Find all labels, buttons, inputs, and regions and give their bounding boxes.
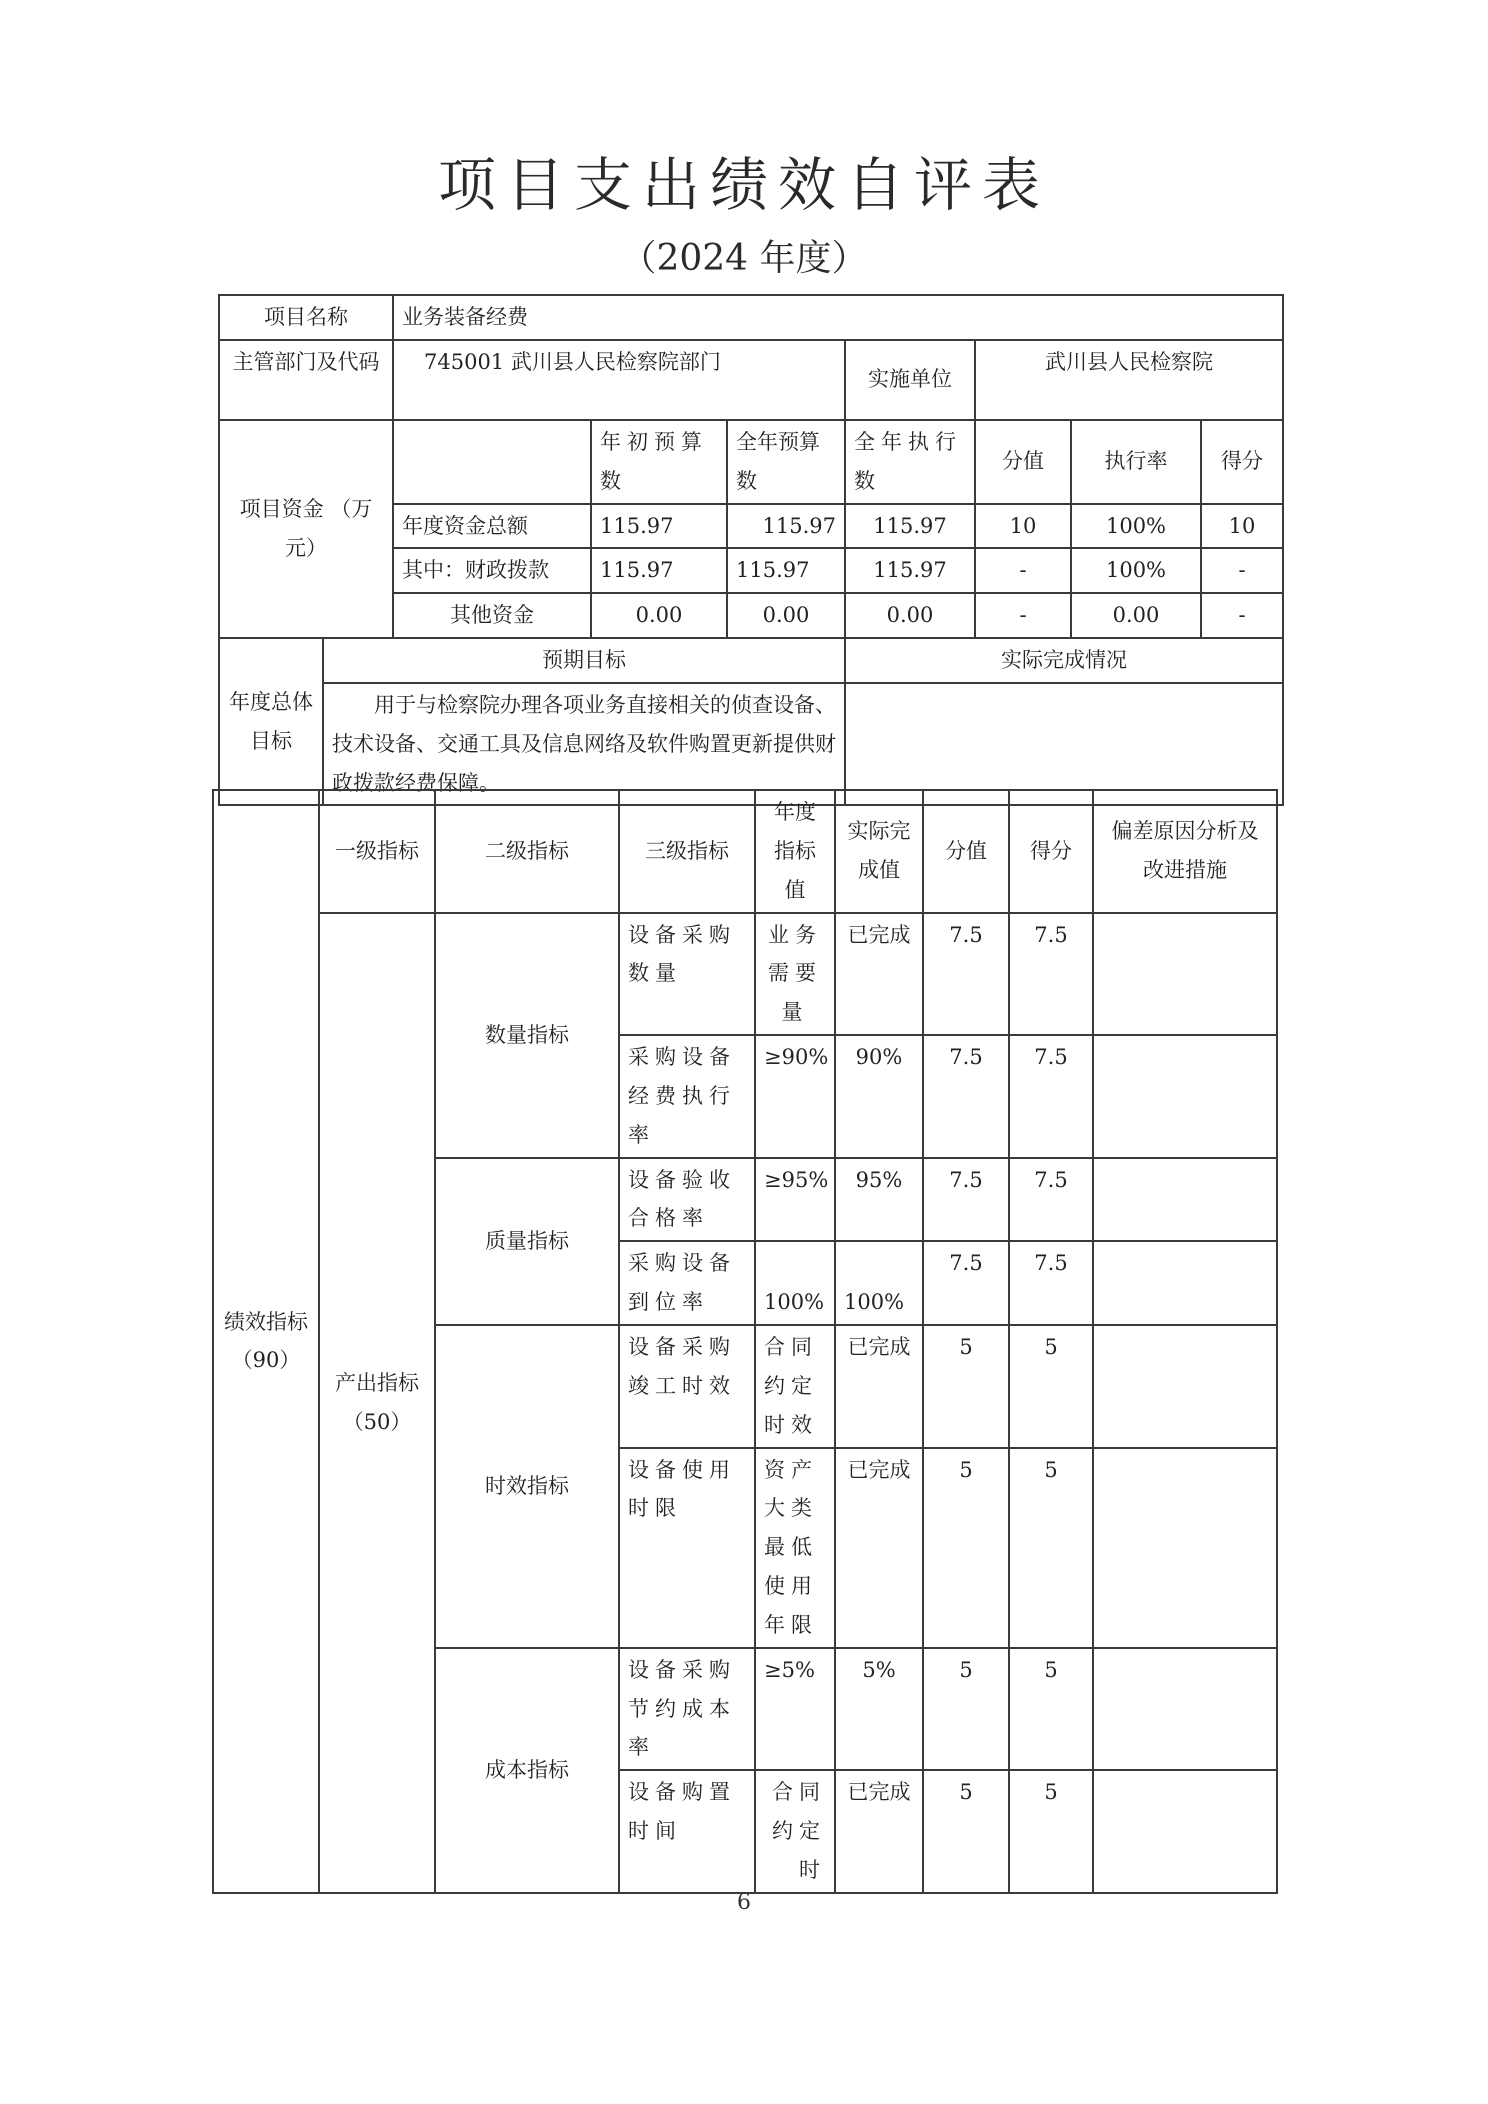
dept-label: 主管部门及代码 [219, 340, 393, 420]
score-cell: 7.5 [923, 1035, 1009, 1158]
got-cell: 5 [1009, 1325, 1093, 1448]
indicators-label: 绩效指标（90） [213, 790, 319, 1893]
got-cell: 5 [1009, 1648, 1093, 1771]
score-cell: 7.5 [923, 1158, 1009, 1242]
funds-row-total-executed: 115.97 [845, 504, 975, 549]
score-cell: 5 [923, 1448, 1009, 1648]
project-name-value: 业务装备经费 [393, 295, 1283, 340]
funds-row-other-rate: 0.00 [1071, 593, 1201, 638]
indicators-header-score: 分值 [923, 790, 1009, 913]
level3-cell: 设备采购数量 [619, 913, 755, 1036]
funds-row-other-label: 其他资金 [393, 593, 591, 638]
funds-row-other-initial: 0.00 [591, 593, 727, 638]
note-cell [1093, 1241, 1277, 1325]
target-cell: ≥5% [755, 1648, 835, 1771]
level2-quality: 质量指标 [435, 1158, 619, 1325]
level2-cost: 成本指标 [435, 1648, 619, 1893]
note-cell [1093, 913, 1277, 1036]
project-name-label: 项目名称 [219, 295, 393, 340]
funds-row-fiscal-rate: 100% [1071, 548, 1201, 593]
funds-label: 项目资金 （万元） [219, 420, 393, 638]
project-info-table [218, 294, 1284, 806]
funds-row-fiscal-executed: 115.97 [845, 548, 975, 593]
indicators-header-got: 得分 [1009, 790, 1093, 913]
funds-row-total-annual: 115.97 [727, 504, 845, 549]
actual-cell: 5% [835, 1648, 923, 1771]
dept-value: 745001 武川县人民检察院部门 [393, 340, 845, 420]
got-cell: 7.5 [1009, 913, 1093, 1036]
funds-row-total-initial: 115.97 [591, 504, 727, 549]
got-cell: 7.5 [1009, 1035, 1093, 1158]
funds-row-total-got: 10 [1201, 504, 1283, 549]
actual-cell: 100% [835, 1241, 923, 1325]
funds-row-other-annual: 0.00 [727, 593, 845, 638]
goal-actual-text [845, 683, 1283, 806]
indicators-header-level3: 三级指标 [619, 790, 755, 913]
indicators-header-target: 年度指标值 [755, 790, 835, 913]
got-cell: 5 [1009, 1770, 1093, 1893]
funds-row-total-score: 10 [975, 504, 1071, 549]
funds-header-rate: 执行率 [1071, 420, 1201, 504]
note-cell [1093, 1325, 1277, 1448]
funds-header-got: 得分 [1201, 420, 1283, 504]
goal-expected-text: 用于与检察院办理各项业务直接相关的侦查设备、技术设备、交通工具及信息网络及软件购置更新提供财政拨款经费保障。 [323, 683, 845, 806]
target-cell: 合同约定时效 [755, 1325, 835, 1448]
funds-row-fiscal-annual: 115.97 [727, 548, 845, 593]
funds-row-fiscal-score: - [975, 548, 1071, 593]
target-cell: ≥90% [755, 1035, 835, 1158]
got-cell: 7.5 [1009, 1241, 1093, 1325]
level3-cell: 设备使用时限 [619, 1448, 755, 1648]
target-cell: 合同约定时 [755, 1770, 835, 1893]
impl-unit-label: 实施单位 [845, 340, 975, 420]
score-cell: 5 [923, 1648, 1009, 1771]
goal-actual-header: 实际完成情况 [845, 638, 1283, 683]
level2-quantity: 数量指标 [435, 913, 619, 1158]
note-cell [1093, 1770, 1277, 1893]
funds-header-score: 分值 [975, 420, 1071, 504]
funds-row-other-got: - [1201, 593, 1283, 638]
funds-row-fiscal-initial: 115.97 [591, 548, 727, 593]
got-cell: 5 [1009, 1448, 1093, 1648]
indicators-header-level1: 一级指标 [319, 790, 435, 913]
funds-header-initial: 年初预算数 [591, 420, 727, 504]
level3-cell: 设备购置时间 [619, 1770, 755, 1893]
target-cell: ≥95% [755, 1158, 835, 1242]
funds-row-other-score: - [975, 593, 1071, 638]
goal-label: 年度总体目标 [219, 638, 323, 805]
page-title: 项目支出绩效自评表 [437, 151, 1050, 219]
note-cell [1093, 1448, 1277, 1648]
target-cell: 业务需要量 [755, 913, 835, 1036]
level3-cell: 设备验收合格率 [619, 1158, 755, 1242]
actual-cell: 已完成 [835, 1325, 923, 1448]
funds-header-annual: 全年预算数 [727, 420, 845, 504]
indicators-table [212, 789, 1278, 1894]
actual-cell: 95% [835, 1158, 923, 1242]
level2-timeliness: 时效指标 [435, 1325, 619, 1648]
funds-row-total-label: 年度资金总额 [393, 504, 591, 549]
level3-cell: 采购设备经费执行率 [619, 1035, 755, 1158]
funds-row-total-rate: 100% [1071, 504, 1201, 549]
actual-cell: 已完成 [835, 1448, 923, 1648]
score-cell: 5 [923, 1770, 1009, 1893]
level3-cell: 采购设备到位率 [619, 1241, 755, 1325]
score-cell: 5 [923, 1325, 1009, 1448]
funds-header-blank [393, 420, 591, 504]
actual-cell: 90% [835, 1035, 923, 1158]
score-cell: 7.5 [923, 913, 1009, 1036]
funds-row-other-executed: 0.00 [845, 593, 975, 638]
page-number: 6 [737, 1890, 751, 1915]
level3-cell: 设备采购竣工时效 [619, 1325, 755, 1448]
actual-cell: 已完成 [835, 1770, 923, 1893]
target-cell: 资产大类最低使用年限 [755, 1448, 835, 1648]
indicators-header-actual: 实际完成值 [835, 790, 923, 913]
note-cell [1093, 1648, 1277, 1771]
level1-output: 产出指标（50） [319, 913, 435, 1893]
score-cell: 7.5 [923, 1241, 1009, 1325]
funds-row-fiscal-got: - [1201, 548, 1283, 593]
note-cell [1093, 1035, 1277, 1158]
goal-expected-header: 预期目标 [323, 638, 845, 683]
got-cell: 7.5 [1009, 1158, 1093, 1242]
page-subtitle: （2024 年度） [620, 238, 868, 279]
indicators-header-note: 偏差原因分析及改进措施 [1093, 790, 1277, 913]
funds-row-fiscal-label: 其中：财政拨款 [393, 548, 591, 593]
actual-cell: 已完成 [835, 913, 923, 1036]
indicators-header-level2: 二级指标 [435, 790, 619, 913]
funds-header-executed: 全年执行数 [845, 420, 975, 504]
impl-unit-value: 武川县人民检察院 [975, 340, 1283, 420]
note-cell [1093, 1158, 1277, 1242]
target-cell: 100% [755, 1241, 835, 1325]
level3-cell: 设备采购节约成本率 [619, 1648, 755, 1771]
